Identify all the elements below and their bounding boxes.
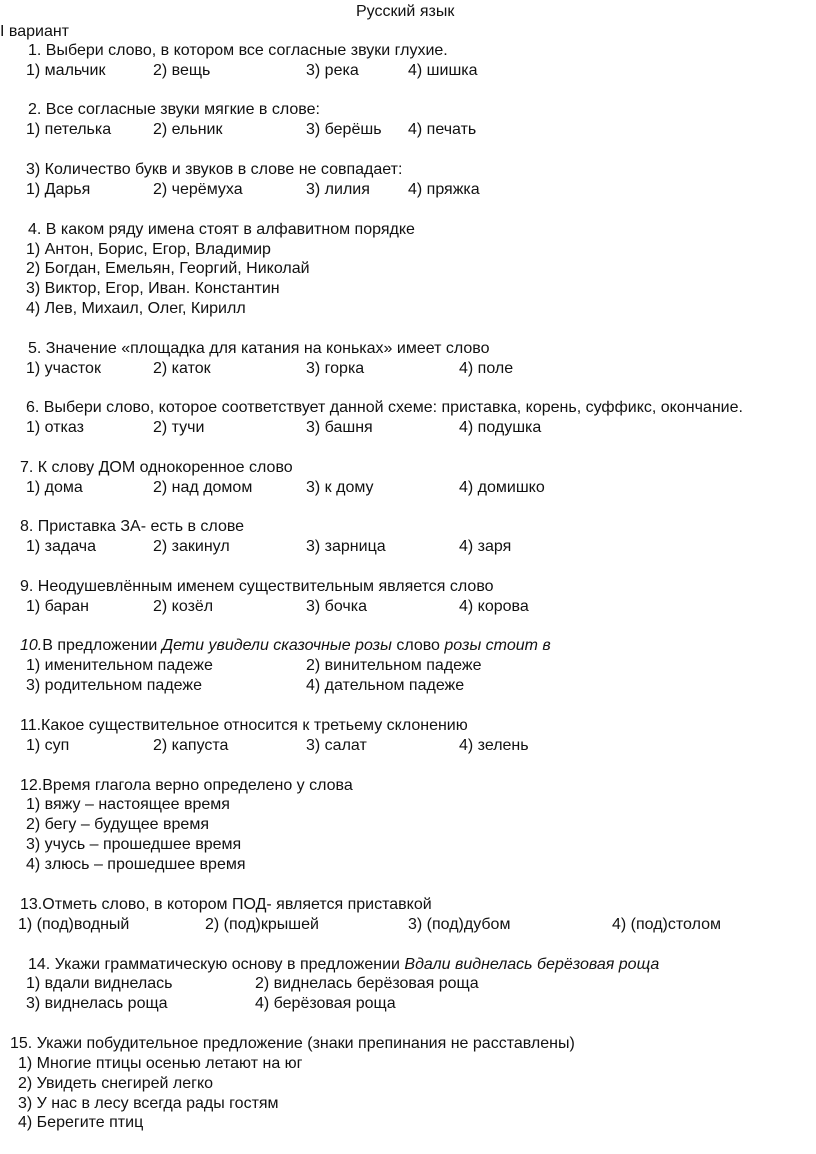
q9-option-4: 4) корова [459,598,529,615]
question-6-text: 6. Выбери слово, которое соответствует данной схеме: приставка, корень, суффикс, окончание. [26,399,743,416]
q15-option-4: 4) Берегите птиц [18,1114,144,1131]
question-2-text: 2. Все согласные звуки мягкие в слове: [28,101,320,118]
q7-option-1: 1) дома [26,479,83,496]
q7-option-4: 4) домишко [459,479,545,496]
q10-target-word: розы стоит в [444,637,551,654]
q2-option-4: 4) печать [408,121,477,138]
q10-option-1: 1) именительном падеже [26,657,213,674]
q7-option-3: 3) к дому [306,479,374,496]
q12-option-1: 1) вяжу – настоящее время [26,796,230,813]
q15-option-1: 1) Многие птицы осенью летают на юг [18,1055,303,1072]
q4-option-2: 2) Богдан, Емельян, Георгий, Николай [26,260,310,277]
q11-option-2: 2) капуста [153,737,229,754]
q10-option-3: 3) родительном падеже [26,677,202,694]
q11-option-1: 1) суп [26,737,70,754]
q5-option-3: 3) горка [306,360,365,377]
q8-option-3: 3) зарница [306,538,386,555]
q1-option-1: 1) мальчик [26,62,106,79]
q14-option-3: 3) виднелась роща [26,995,168,1012]
q5-option-4: 4) поле [459,360,514,377]
q11-option-4: 4) зелень [459,737,529,754]
q7-option-2: 2) над домом [153,479,253,496]
q9-option-1: 1) баран [26,598,89,615]
question-7-text: 7. К слову ДОМ однокоренное слово [20,459,293,476]
q13-option-4: 4) (под)столом [612,916,721,933]
question-12-text: 12.Время глагола верно определено у слова [20,777,353,794]
q4-option-1: 1) Антон, Борис, Егор, Владимир [26,241,271,258]
question-9-text: 9. Неодушевлённым именем существительным является слово [20,578,494,595]
question-4-text: 4. В каком ряду имена стоят в алфавитном порядке [28,221,415,238]
q15-option-3: 3) У нас в лесу всегда рады гостям [18,1095,279,1112]
question-5-text: 5. Значение «площадка для катания на коньках» имеет слово [28,340,490,357]
q15-option-2: 2) Увидеть снегирей легко [18,1075,214,1092]
q14-part-1: 14. Укажи грамматическую основу в предложении [28,956,405,973]
q10-example-sentence: Дети увидели сказочные розы [161,637,392,654]
q6-option-1: 1) отказ [26,419,84,436]
q14-option-1: 1) вдали виднелась [26,975,173,992]
question-11-text: 11.Какое существительное относится к третьему склонению [20,717,468,734]
page-title: Русский язык [356,3,455,20]
q12-option-2: 2) бегу – будущее время [26,816,209,833]
question-13-text: 13.Отметь слово, в котором ПОД- является приставкой [20,896,432,913]
q1-option-3: 3) река [306,62,359,79]
q10-part-3: слово [391,637,445,654]
question-15-text: 15. Укажи побудительное предложение (знаки препинания не расставлены) [10,1035,575,1052]
q5-option-1: 1) участок [26,360,101,377]
question-14-text [28,955,659,975]
q6-option-3: 3) башня [306,419,373,436]
question-3-text: 3) Количество букв и звуков в слове не совпадает: [26,161,403,178]
q2-option-1: 1) петелька [26,121,112,138]
q13-option-3: 3) (под)дубом [408,916,511,933]
q13-option-1: 1) (под)водный [18,916,130,933]
question-1-text: 1. Выбери слово, в котором все согласные звуки глухие. [28,42,448,59]
q1-option-4: 4) шишка [408,62,478,79]
q12-option-4: 4) злюсь – прошедшее время [26,856,246,873]
variant-label: I вариант [0,23,70,40]
q10-number: 10. [20,637,43,654]
q11-option-3: 3) салат [306,737,367,754]
question-8-text: 8. Приставка ЗА- есть в слове [20,518,245,535]
q2-option-3: 3) берёшь [306,121,382,138]
q13-option-2: 2) (под)крышей [205,916,319,933]
q3-option-2: 2) черёмуха [153,181,243,198]
q8-option-4: 4) заря [459,538,512,555]
q10-option-2: 2) винительном падеже [306,657,482,674]
q8-option-1: 1) задача [26,538,97,555]
q4-option-4: 4) Лев, Михаил, Олег, Кирилл [26,300,246,317]
q4-option-3: 3) Виктор, Егор, Иван. Константин [26,280,280,297]
q5-option-2: 2) каток [153,360,211,377]
q9-option-2: 2) козёл [153,598,214,615]
q8-option-2: 2) закинул [153,538,230,555]
question-10-text [20,636,551,656]
q10-part-1: В предложении [42,637,162,654]
q2-option-2: 2) ельник [153,121,223,138]
q9-option-3: 3) бочка [306,598,367,615]
q10-option-4: 4) дательном падеже [306,677,465,694]
q12-option-3: 3) учусь – прошедшее время [26,836,242,853]
q1-option-2: 2) вещь [153,62,211,79]
q3-option-1: 1) Дарья [26,181,91,198]
q6-option-2: 2) тучи [153,419,205,436]
q14-example-sentence: Вдали виднелась берёзовая роща [404,956,660,973]
q3-option-4: 4) пряжка [408,181,480,198]
q14-option-2: 2) виднелась берёзовая роща [255,975,479,992]
q6-option-4: 4) подушка [459,419,542,436]
q3-option-3: 3) лилия [306,181,370,198]
q14-option-4: 4) берёзовая роща [255,995,396,1012]
